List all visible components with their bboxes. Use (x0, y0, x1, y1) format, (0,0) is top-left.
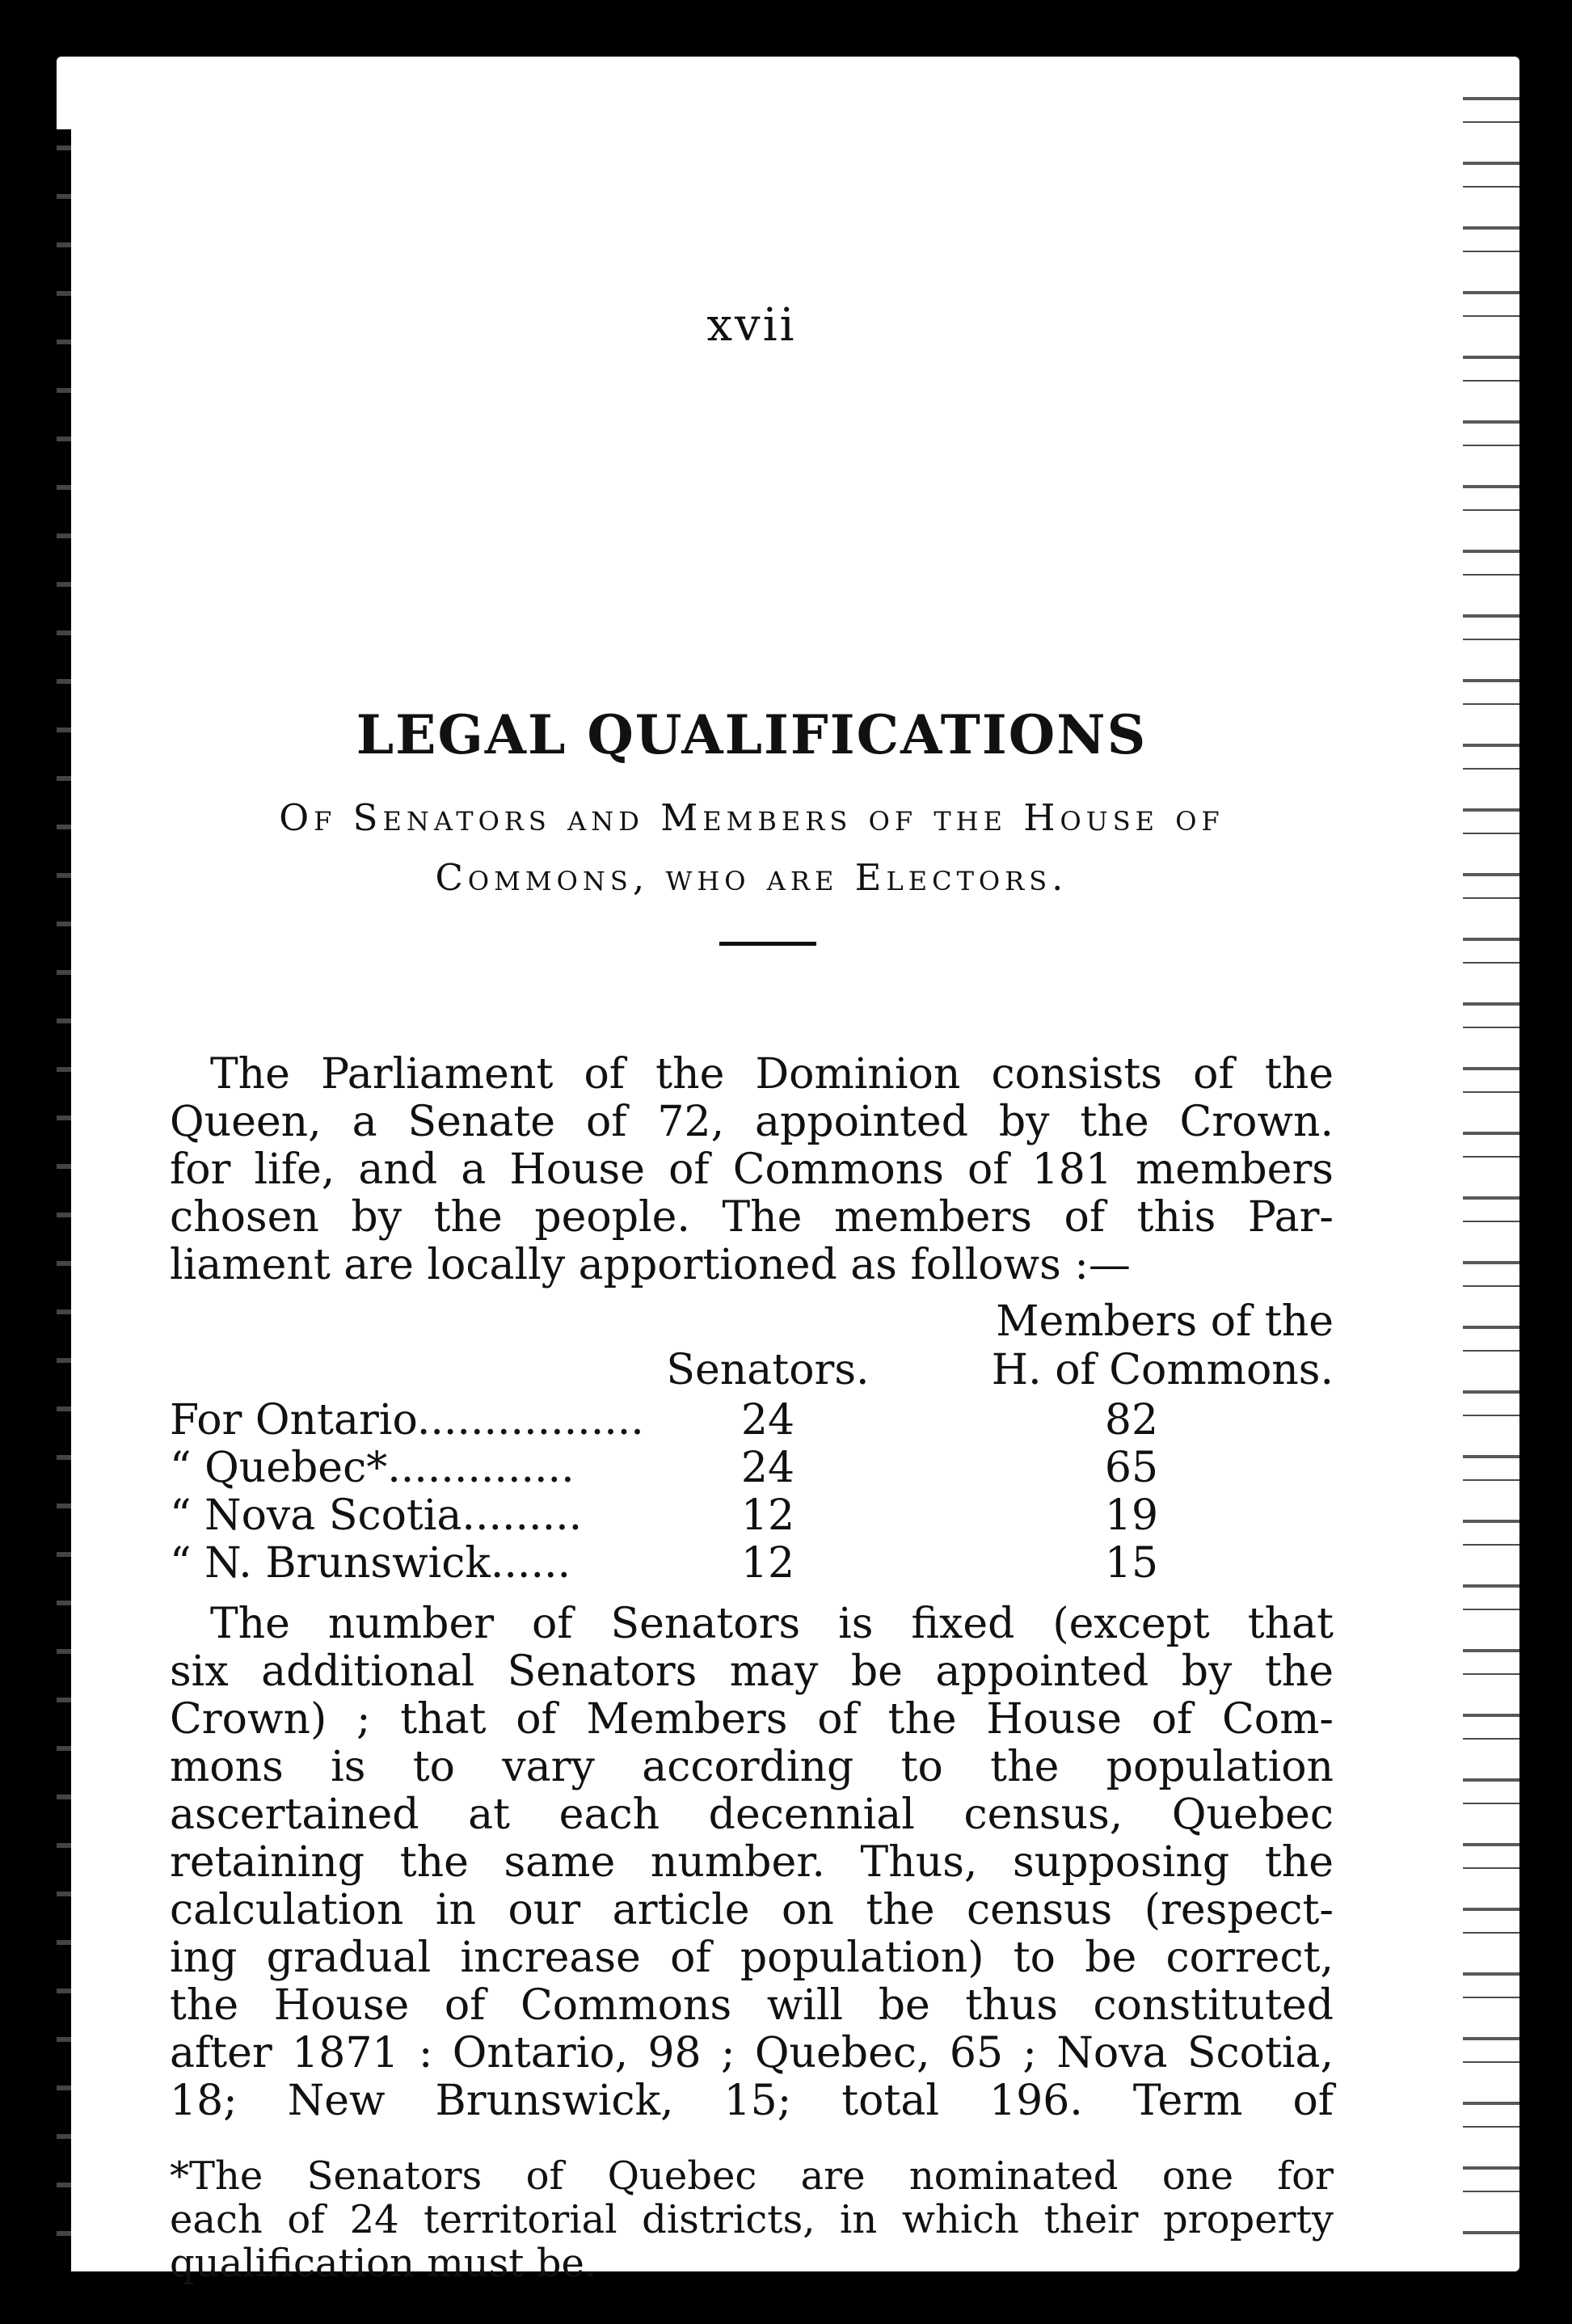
page-spine-shadow (57, 129, 71, 2271)
province-label: For Ontario................. (170, 1396, 644, 1445)
text-line: The number of Senators is fixed (except that (210, 1600, 1334, 1648)
footnote-line: *The Senators of Quebec are nominated one for (170, 2153, 1334, 2199)
province-label: “ N. Brunswick...... (170, 1539, 571, 1588)
text-line: Queen, a Senate of 72, appointed by the Crown. (170, 1098, 1334, 1146)
page-number: xvii (706, 299, 797, 352)
header-members-line: Members of the (996, 1297, 1334, 1346)
intro-paragraph (170, 1051, 1334, 1289)
text-line: for life, and a House of Commons of 181 members (170, 1145, 1334, 1194)
senators-count: 24 (740, 1396, 795, 1445)
senators-count: 24 (740, 1444, 795, 1492)
header-members (929, 1297, 1334, 1394)
section-divider (719, 942, 816, 946)
text-line: ascertained at each decennial census, Quebec (170, 1790, 1334, 1839)
text-line: Crown) ; that of Members of the House of Com- (170, 1695, 1334, 1744)
text-line: retaining the same number. Thus, supposing the (170, 1838, 1334, 1887)
members-count: 82 (1104, 1396, 1159, 1445)
footnote-line: each of 24 territorial districts, in which their property (170, 2197, 1334, 2242)
subtitle-line: Commons, who are Electors. (435, 856, 1068, 899)
page-title: LEGAL QUALIFICATIONS (356, 703, 1148, 766)
table-row (170, 1444, 1334, 1491)
footnote-line: qualification must be. (170, 2241, 597, 2286)
text-line: The Parliament of the Dominion consists of the (210, 1050, 1334, 1099)
members-count: 19 (1104, 1491, 1159, 1540)
province-label: “ Nova Scotia......... (170, 1491, 583, 1540)
text-line: six additional Senators may be appointed by the (170, 1647, 1334, 1696)
text-line: liament are locally apportioned as follows :— (170, 1241, 1131, 1289)
body-paragraph (170, 1601, 1334, 2125)
apportionment-table (170, 1297, 1334, 1587)
text-line: ing gradual increase of population) to be correct, (170, 1934, 1334, 1982)
book-page (57, 57, 1519, 2286)
page-subtitle (170, 788, 1334, 908)
text-line: chosen by the people. The members of this Par- (170, 1193, 1334, 1242)
text-line: the House of Commons will be thus constituted (170, 1981, 1334, 2030)
members-count: 15 (1104, 1539, 1159, 1588)
text-line: 18; New Brunswick, 15; total 196. Term of (170, 2077, 1334, 2125)
subtitle-line: Of Senators and Members of the House of (279, 796, 1224, 839)
members-count: 65 (1104, 1444, 1159, 1492)
page-edge-noise (1463, 89, 1519, 2255)
senators-count: 12 (740, 1491, 795, 1540)
senators-count: 12 (740, 1539, 795, 1588)
text-line: mons is to vary according to the population (170, 1743, 1334, 1791)
header-members-line: H. of Commons. (991, 1346, 1334, 1394)
table-row (170, 1491, 1334, 1539)
table-header (170, 1297, 1334, 1396)
footnote (170, 2154, 1334, 2285)
province-label: “ Quebec*.............. (170, 1444, 575, 1492)
text-line: after 1871 : Ontario, 98 ; Quebec, 65 ; Nova Scotia, (170, 2029, 1334, 2077)
table-row (170, 1396, 1334, 1444)
header-senators: Senators. (666, 1346, 870, 1394)
text-line: calculation in our article on the census (respect- (170, 1886, 1334, 1934)
table-row (170, 1539, 1334, 1587)
